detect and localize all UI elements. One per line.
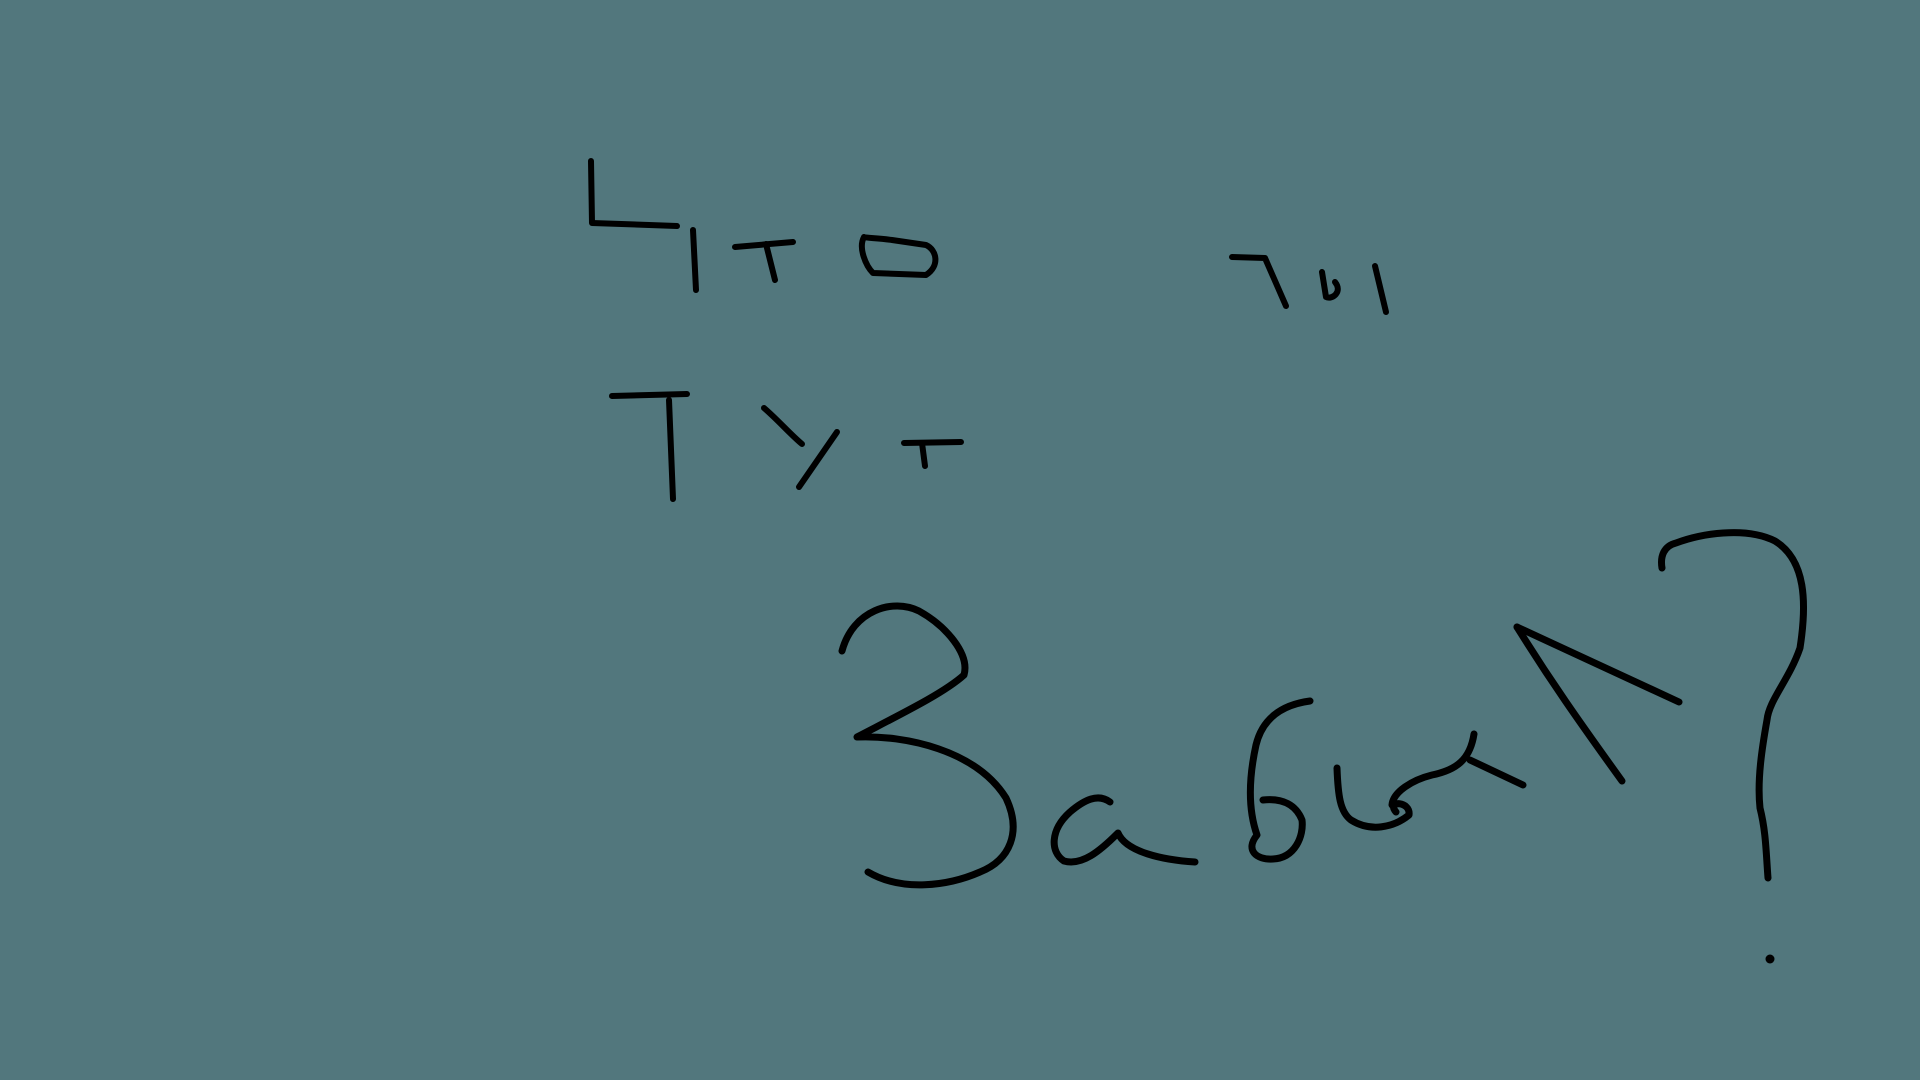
handwritten-word-zabyl: [842, 606, 1679, 885]
handwritten-word-tut: [612, 394, 961, 499]
handwritten-word-chto: [591, 161, 935, 290]
handwritten-word-ty: [1232, 257, 1386, 312]
question-mark-dot: [1766, 955, 1775, 964]
word-chto: Ч: [0, 0, 1, 1]
handwritten-question-mark: [1662, 533, 1804, 964]
